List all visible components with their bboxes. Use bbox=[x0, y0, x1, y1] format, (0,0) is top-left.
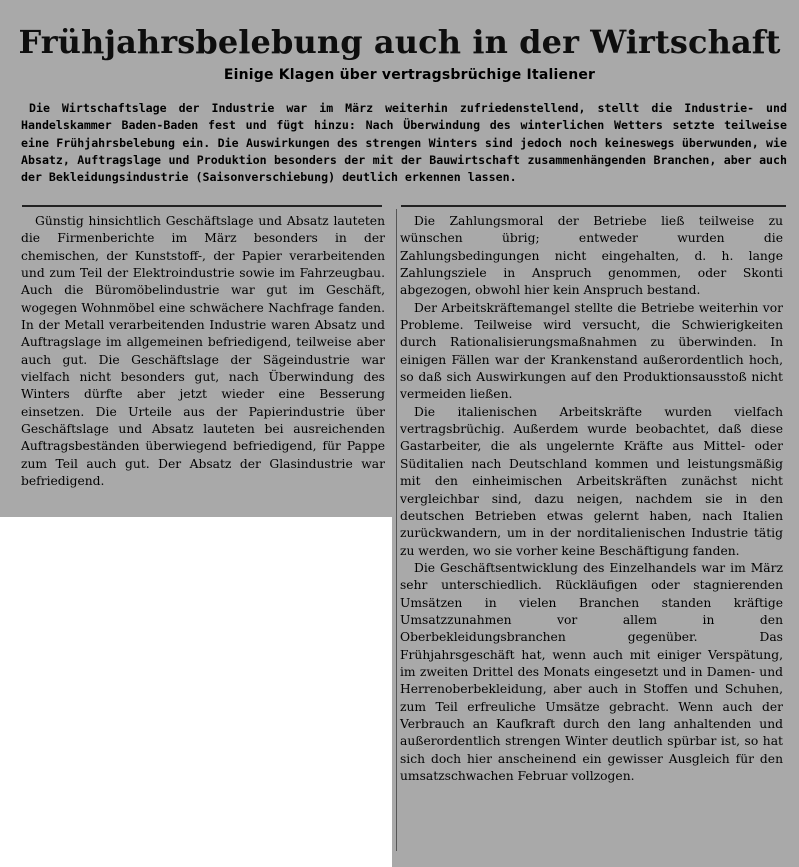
article-column-left bbox=[21, 213, 385, 491]
article-lead-paragraph: Die Wirtschaftslage der Industrie war im März weiterhin zufriedenstellend, stellt die Industrie- und Handelskammer Baden-Baden fest und fügt hinzu: Nach Überwindung des winterlichen Wetters setzte teilweise eine Frühjahrsbelebung ein. Die Auswirkungen des strengen Winters sind jedoch noch keineswegs überwunden, wie Absatz, Auftragslage und Produktion besonders der mit der Bauwirtschaft zusammenhängenden Branchen, aber auch der Bekleidungsindustrie (Saisonverschiebung) deutlich erkennen lassen. bbox=[21, 101, 787, 185]
column-rule-left bbox=[22, 205, 382, 207]
body-paragraph: Die Geschäftsentwicklung des Einzelhandels war im März sehr unterschiedlich. Rückläufigen oder stagnierenden Umsätzen in vielen Branchen standen kräftige Umsatzzunahmen vor allem in den Oberbekleidungsbranchen gegenüber. Das Frühjahrsgeschäft hat, wenn auch mit einiger Verspätung, im zweiten Drittel des Monats eingesetzt und in Damen- und Herrenoberbekleidung, aber auch in Stoffen und Schuhen, zum Teil erfreuliche Umsätze gebracht. Wenn auch der Verbrauch an Kaufkraft durch den lang anhaltenden und außerordentlich strengen Winter deutlich spürbar ist, so hat sich doch hier anscheinend ein gewisser Ausgleich für den umsatzschwachen Februar vollzogen. bbox=[400, 560, 783, 783]
body-paragraph: Die Zahlungsmoral der Betriebe ließ teilweise zu wünschen übrig; entweder wurden die Zahlungsbedingungen nicht eingehalten, d. h. lange Zahlungsziele in Anspruch genommen, oder Skonti abgezogen, obwohl hier kein Anspruch bestand. bbox=[400, 214, 783, 298]
column-rule-right bbox=[401, 205, 786, 207]
article-subheadline: Einige Klagen über vertragsbrüchige Italiener bbox=[223, 67, 596, 83]
body-paragraph: Die italienischen Arbeitskräfte wurden vielfach vertragsbrüchig. Außerdem wurde beobachtet, daß diese Gastarbeiter, die als ungelernte Kräfte aus Mittel- oder Süditalien nach Deutschland kommen und leistungsmäßig mit den einheimischen Arbeitskräften zunächst nicht vergleichbar sind, dazu neigen, nachdem sie in den deutschen Betrieben etwas gelernt haben, nach Italien zurückwandern, um in der norditalienischen Industrie tätig zu werden, wo sie vorher keine Beschäftigung fanden. bbox=[400, 404, 783, 558]
body-paragraph: Günstig hinsichtlich Geschäftslage und Absatz lauteten die Firmenberichte im März besonders in der chemischen, der Kunststoff-, der Papier verarbeitenden und zum Teil der Elektroindustrie sowie im Fahrzeugbau. Auch die Büromöbelindustrie war gut im Geschäft, wogegen Wohnmöbel eine schwächere Nachfrage fanden. In der Metall verarbeitenden Industrie waren Absatz und Auftragslage im allgemeinen befriedigend, teilweise aber auch gut. Die Geschäftslage der Sägeindustrie war vielfach nicht besonders gut, nach Überwindung des Winters dürfte aber jetzt wieder eine Besserung einsetzen. Die Urteile aus der Papierindustrie über Geschäftslage und Absatz lauteten bei ausreichenden Auftragsbeständen überwiegend befriedigend, für Pappe zum Teil auch gut. Der Absatz der Glasindustrie war befriedigend. bbox=[21, 214, 385, 489]
body-paragraph: Der Arbeitskräftemangel stellte die Betriebe weiterhin vor Probleme. Teilweise wird versucht, die Schwierigkeiten durch Rationalisierungsmaßnahmen zu überwinden. In einigen Fällen war der Krankenstand außerordentlich hoch, so daß sich Auswirkungen auf den Produktionsausstoß nicht vermeiden ließen. bbox=[400, 300, 783, 402]
article-column-right bbox=[400, 213, 783, 785]
article-headline: Frühjahrsbelebung auch in der Wirtschaft bbox=[18, 23, 781, 61]
column-divider bbox=[396, 209, 397, 851]
